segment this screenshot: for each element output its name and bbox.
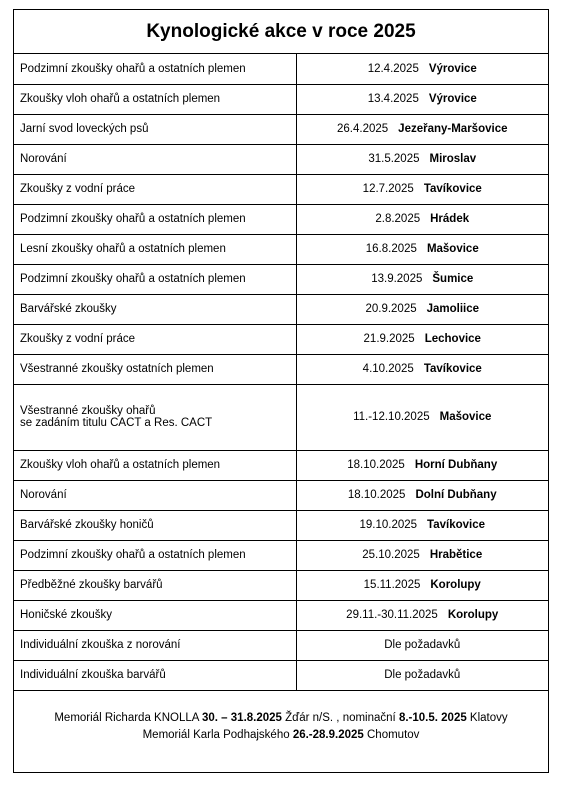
event-place: Mašovice: [426, 243, 479, 255]
event-info-cell: [296, 540, 548, 570]
event-info-cell: [296, 234, 548, 264]
event-name: Podzimní zkoušky ohařů a ostatních plemen: [20, 549, 246, 561]
event-place: Šumice: [432, 273, 474, 285]
event-name-cell: [14, 114, 296, 144]
event-name-detail: se zadáním titulu CACT a Res. CACT: [20, 417, 213, 429]
event-date: Dle požadavků: [384, 669, 461, 681]
event-info-cell: [296, 204, 548, 234]
footer-date: 30. – 31.8.2025: [202, 712, 282, 724]
event-row: [14, 630, 548, 660]
event-info-cell: [296, 570, 548, 600]
event-name-cell: [14, 324, 296, 354]
event-place: Korolupy: [430, 579, 481, 591]
event-name: Zkoušky vloh ohařů a ostatních plemen: [20, 459, 221, 471]
event-date: Dle požadavků: [384, 639, 461, 651]
event-name-cell: [14, 510, 296, 540]
event-row: [14, 294, 548, 324]
event-place: Tavíkovice: [423, 183, 482, 195]
event-row: [14, 324, 548, 354]
event-name: Norování: [20, 153, 67, 165]
event-place: Jamoliice: [426, 303, 480, 315]
event-name-cell: [14, 450, 296, 480]
event-name-cell: [14, 204, 296, 234]
event-row: [14, 660, 548, 690]
event-row: [14, 450, 548, 480]
event-name: Podzimní zkoušky ohařů a ostatních plemen: [20, 273, 246, 285]
event-row: [14, 480, 548, 510]
footer-date: 8.-10.5. 2025: [398, 712, 467, 724]
events-table: [14, 54, 548, 691]
event-name-cell: [14, 174, 296, 204]
event-info-cell: [296, 144, 548, 174]
event-info-cell: [296, 600, 548, 630]
event-row: [14, 174, 548, 204]
event-date: 16.8.2025: [365, 243, 417, 255]
event-info-cell: [296, 660, 548, 690]
event-row: [14, 144, 548, 174]
event-name-cell: [14, 234, 296, 264]
event-name: Honičské zkoušky: [20, 609, 113, 621]
event-name: Norování: [20, 489, 67, 501]
event-name: Barvářské zkoušky: [20, 303, 117, 315]
event-date: 31.5.2025: [368, 153, 420, 165]
event-info-cell: [296, 450, 548, 480]
footer-text: Klatovy: [466, 712, 508, 724]
footer-line-2: [14, 727, 548, 744]
event-info-cell: [296, 84, 548, 114]
event-place: Jezeřany-Maršovice: [398, 123, 508, 135]
event-place: Horní Dubňany: [414, 459, 498, 471]
event-place: Hrabětice: [429, 549, 483, 561]
event-date: 20.9.2025: [365, 303, 417, 315]
event-name-cell: [14, 144, 296, 174]
event-name-cell: [14, 384, 296, 450]
footer-text: Chomutov: [363, 729, 420, 741]
event-name: Individuální zkouška barvářů: [20, 669, 166, 681]
event-place: Tavíkovice: [427, 519, 486, 531]
event-info-cell: [296, 264, 548, 294]
event-name: Barvářské zkoušky honičů: [20, 519, 154, 531]
event-place: Výrovice: [428, 93, 477, 105]
event-date: 12.7.2025: [362, 183, 414, 195]
event-row: [14, 600, 548, 630]
event-name-cell: [14, 630, 296, 660]
event-row: [14, 234, 548, 264]
event-name: Všestranné zkoušky ohařů: [20, 405, 156, 417]
event-row: [14, 204, 548, 234]
event-name-cell: [14, 294, 296, 324]
event-date: 18.10.2025: [347, 489, 406, 501]
event-info-cell: [296, 294, 548, 324]
event-date: 29.11.-30.11.2025: [346, 609, 438, 621]
event-name-cell: [14, 84, 296, 114]
event-name: Podzimní zkoušky ohařů a ostatních plemen: [20, 62, 246, 75]
event-date: 21.9.2025: [363, 333, 415, 345]
event-name: Lesní zkoušky ohařů a ostatních plemen: [20, 243, 226, 255]
event-date: 26.4.2025: [337, 123, 389, 135]
event-name-cell: [14, 540, 296, 570]
event-name-cell: [14, 600, 296, 630]
event-name-cell: [14, 264, 296, 294]
event-name: Zkoušky vloh ohařů a ostatních plemen: [20, 93, 221, 105]
event-row: [14, 354, 548, 384]
event-info-cell: [296, 630, 548, 660]
event-place: Lechovice: [424, 333, 481, 345]
event-info-cell: [296, 354, 548, 384]
event-date: 2.8.2025: [375, 213, 421, 225]
footer-date: 26.-28.9.2025: [292, 729, 364, 741]
event-name-cell: [14, 570, 296, 600]
event-info-cell: [296, 384, 548, 450]
footer-text: Memoriál Richarda KNOLLA: [54, 712, 202, 724]
event-place: Výrovice: [428, 62, 477, 75]
event-date: 11.-12.10.2025: [353, 411, 430, 423]
memorial-footer: [14, 710, 548, 744]
event-date: 15.11.2025: [363, 579, 421, 591]
event-info-cell: [296, 174, 548, 204]
event-row: [14, 384, 548, 450]
event-name-cell: [14, 480, 296, 510]
event-name: Předběžné zkoušky barvářů: [20, 579, 163, 591]
event-row: [14, 540, 548, 570]
event-date: 25.10.2025: [362, 549, 420, 561]
event-place: Tavíkovice: [423, 363, 482, 375]
event-date: 18.10.2025: [347, 459, 405, 471]
event-info-cell: [296, 480, 548, 510]
event-date: 4.10.2025: [362, 363, 414, 375]
event-row: [14, 264, 548, 294]
event-row: [14, 84, 548, 114]
event-place: Miroslav: [429, 153, 477, 165]
event-name: Podzimní zkoušky ohařů a ostatních plemen: [20, 213, 246, 225]
event-place: Dolní Dubňany: [415, 489, 497, 501]
event-place: Mašovice: [439, 411, 492, 423]
event-place: Korolupy: [447, 609, 499, 621]
event-name-cell: [14, 660, 296, 690]
footer-text: Memoriál Karla Podhajského: [142, 729, 293, 741]
events-sheet: [13, 9, 549, 773]
event-name: Všestranné zkoušky ostatních plemen: [20, 363, 214, 375]
event-date: 19.10.2025: [359, 519, 418, 531]
event-name: Zkoušky z vodní práce: [20, 183, 136, 195]
footer-line-1: [14, 710, 548, 727]
event-name-cell: [14, 354, 296, 384]
event-row: [14, 54, 548, 84]
footer-text: Žďár n/S. , nominační: [281, 712, 399, 724]
event-row: [14, 570, 548, 600]
event-info-cell: [296, 114, 548, 144]
event-info-cell: [296, 510, 548, 540]
event-date: 13.4.2025: [367, 93, 419, 105]
event-date: 12.4.2025: [367, 62, 419, 75]
event-name-cell: [14, 54, 296, 84]
event-name: Individuální zkouška z norování: [20, 639, 181, 651]
event-name: Zkoušky z vodní práce: [20, 333, 136, 345]
event-info-cell: [296, 54, 548, 84]
event-info-cell: [296, 324, 548, 354]
event-date: 13.9.2025: [371, 273, 423, 285]
event-row: [14, 510, 548, 540]
page-title: Kynologické akce v roce 2025: [14, 10, 548, 54]
event-place: Hrádek: [430, 213, 470, 225]
event-row: [14, 114, 548, 144]
event-name: Jarní svod loveckých psů: [20, 123, 149, 135]
